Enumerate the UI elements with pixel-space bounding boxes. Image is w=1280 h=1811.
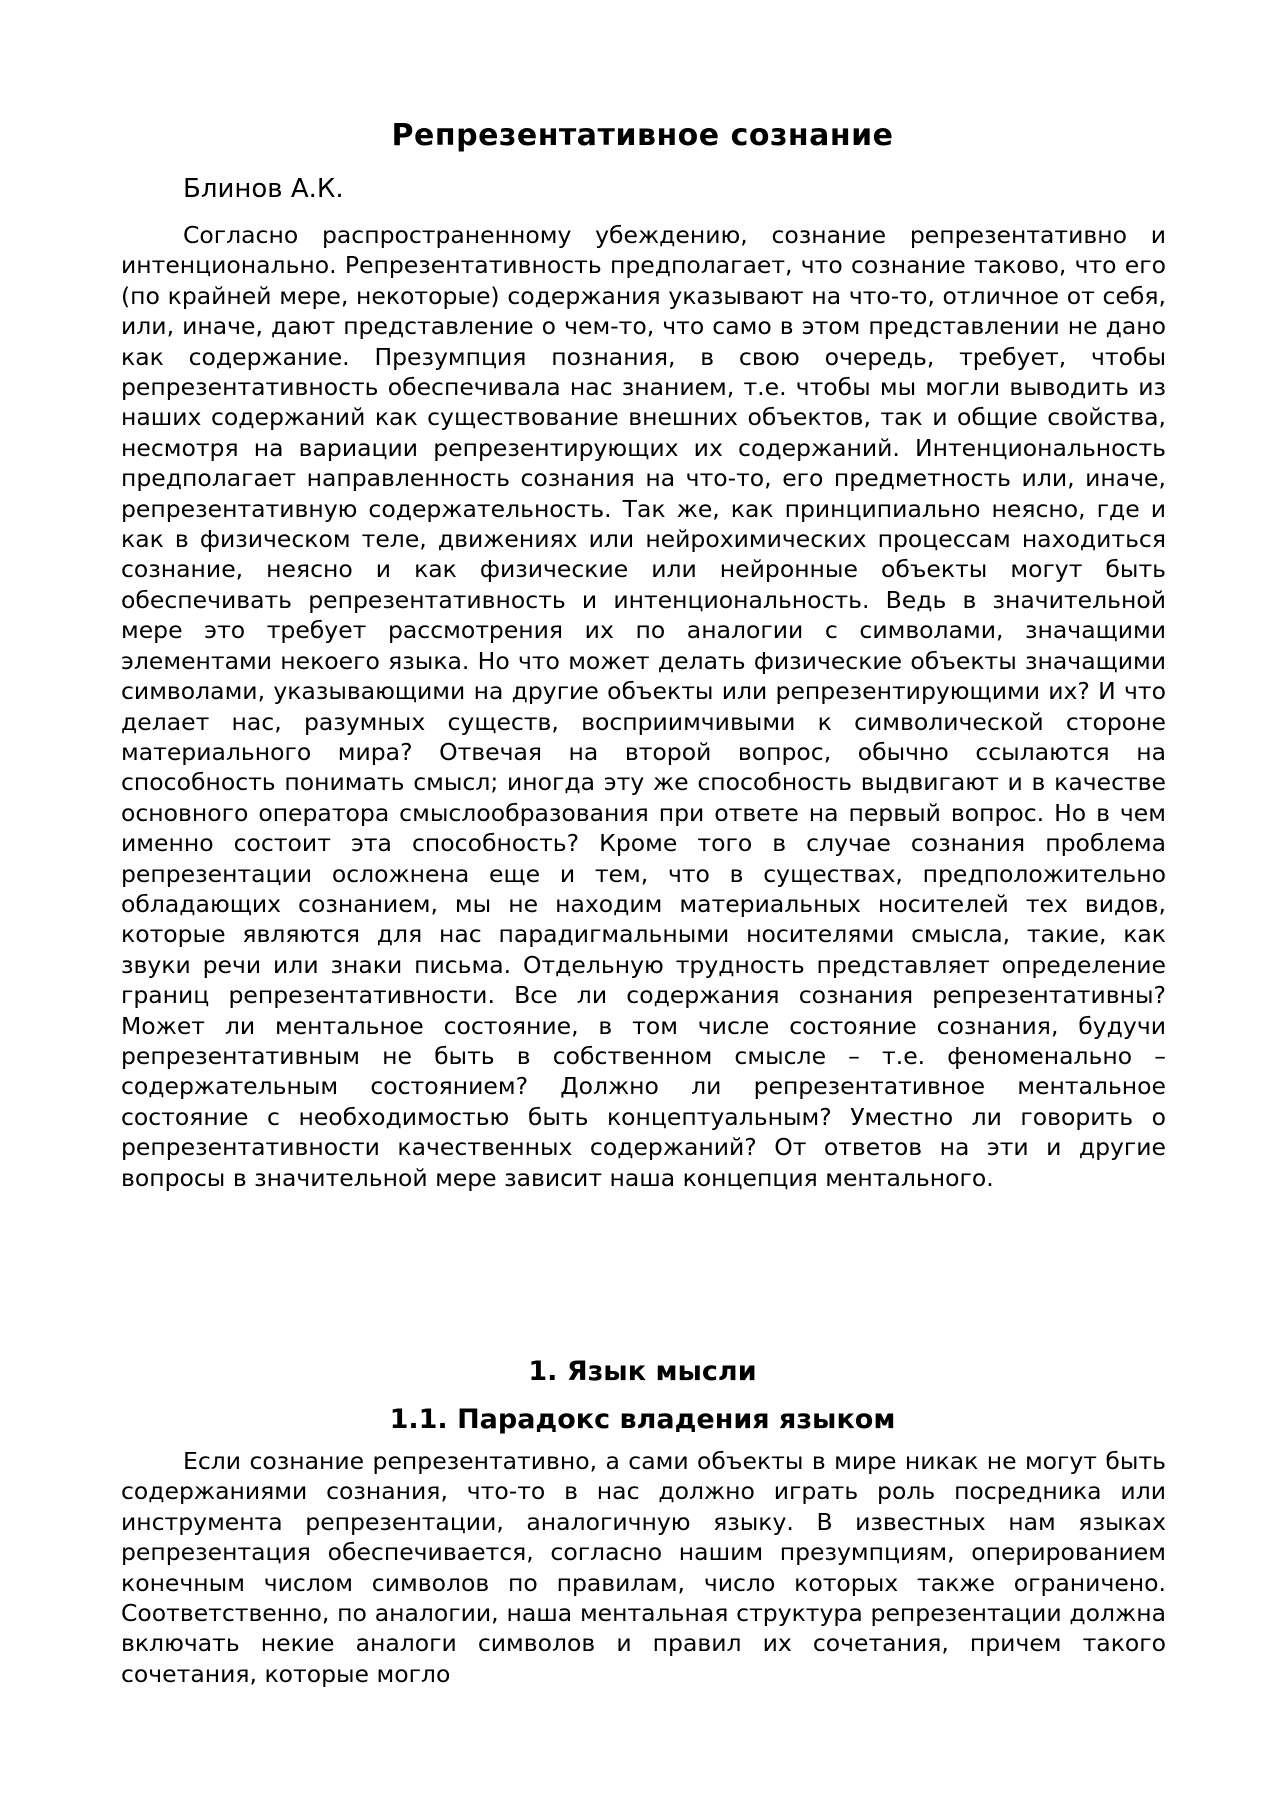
section-heading: 1. Язык мысли <box>528 1356 757 1387</box>
paragraph-intro: Согласно распространенному убеждению, сознание репрезентативно и интенционально. Репрезентативность предполагает, что сознание таково, что его (по крайней мере, некоторые) содержания указывают на что-то, отличное от себя, или, иначе, дают представление о чем-то, что само в этом представлении не дано как содержание. Презумпция познания, в свою очередь, требует, чтобы репрезентативность обеспечивала нас знанием, т.е. чтобы мы могли выводить из наших содержаний как существование внешних объектов, так и общие свойства, несмотря на вариации репрезентирующих их содержаний. Интенциональность предполагает направленность сознания на что-то, его предметность или, иначе, репрезентативную содержательность. Так же, как принципиально неясно, где и как в физическом теле, движениях или нейрохимических процессам находиться сознание, неясно и как физические или нейронные объекты могут быть обеспечивать репрезентативность и интенциональность. Ведь в значительной мере это требует рассмотрения их по аналогии с символами, значащими элементами некоего языка. Но что может делать физические объекты значащими символами, указывающими на другие объекты или репрезентирующими их? И что делает нас, разумных существ, восприимчивыми к символической стороне материального мира? Отвечая на второй вопрос, обычно ссылаются на способность понимать смысл; иногда эту же способность выдвигают и в качестве основного оператора смыслообразования при ответе на первый вопрос. Но в чем именно состоит эта способность? Кроме того в случае сознания проблема репрезентации осложнена еще и тем, что в существах, предположительно обладающих сознанием, мы не находим материальных носителей тех видов, которые являются для нас парадигмальными носителями смысла, такие, как звуки речи или знаки письма. Отдельную трудность представляет определение границ репрезентативности. Все ли содержания сознания репрезентативны? Может ли ментальное состояние, в том числе состояние сознания, будучи репрезентативным не быть в собственном смысле – т.е. феноменально – содержательным состоянием? Должно ли репрезентативное ментальное состояние с необходимостью быть концептуальным? Уместно ли говорить о репрезентативности качественных содержаний? От ответов на эти и другие вопросы в значительной мере зависит наша концепция ментального. <box>121 221 1166 1192</box>
paragraph-section: Если сознание репрезентативно, а сами объекты в мире никак не могут быть содержаниями сознания, что-то в нас должно играть роль посредника или инструмента репрезентации, аналогичную языку. В известных нам языках репрезентация обеспечивается, согласно нашим презумпциям, оперированием конечным числом символов по правилам, число которых также ограничено. Соответственно, по аналогии, наша ментальная структура репрезентации должна включать некие аналоги символов и правил их сочетания, причем такого сочетания, которые могло <box>121 1447 1166 1688</box>
page-title: Репрезентативное сознание <box>391 118 894 153</box>
subsection-heading: 1.1. Парадокс владения языком <box>389 1404 896 1435</box>
author-name: Блинов А.К. <box>183 174 344 204</box>
